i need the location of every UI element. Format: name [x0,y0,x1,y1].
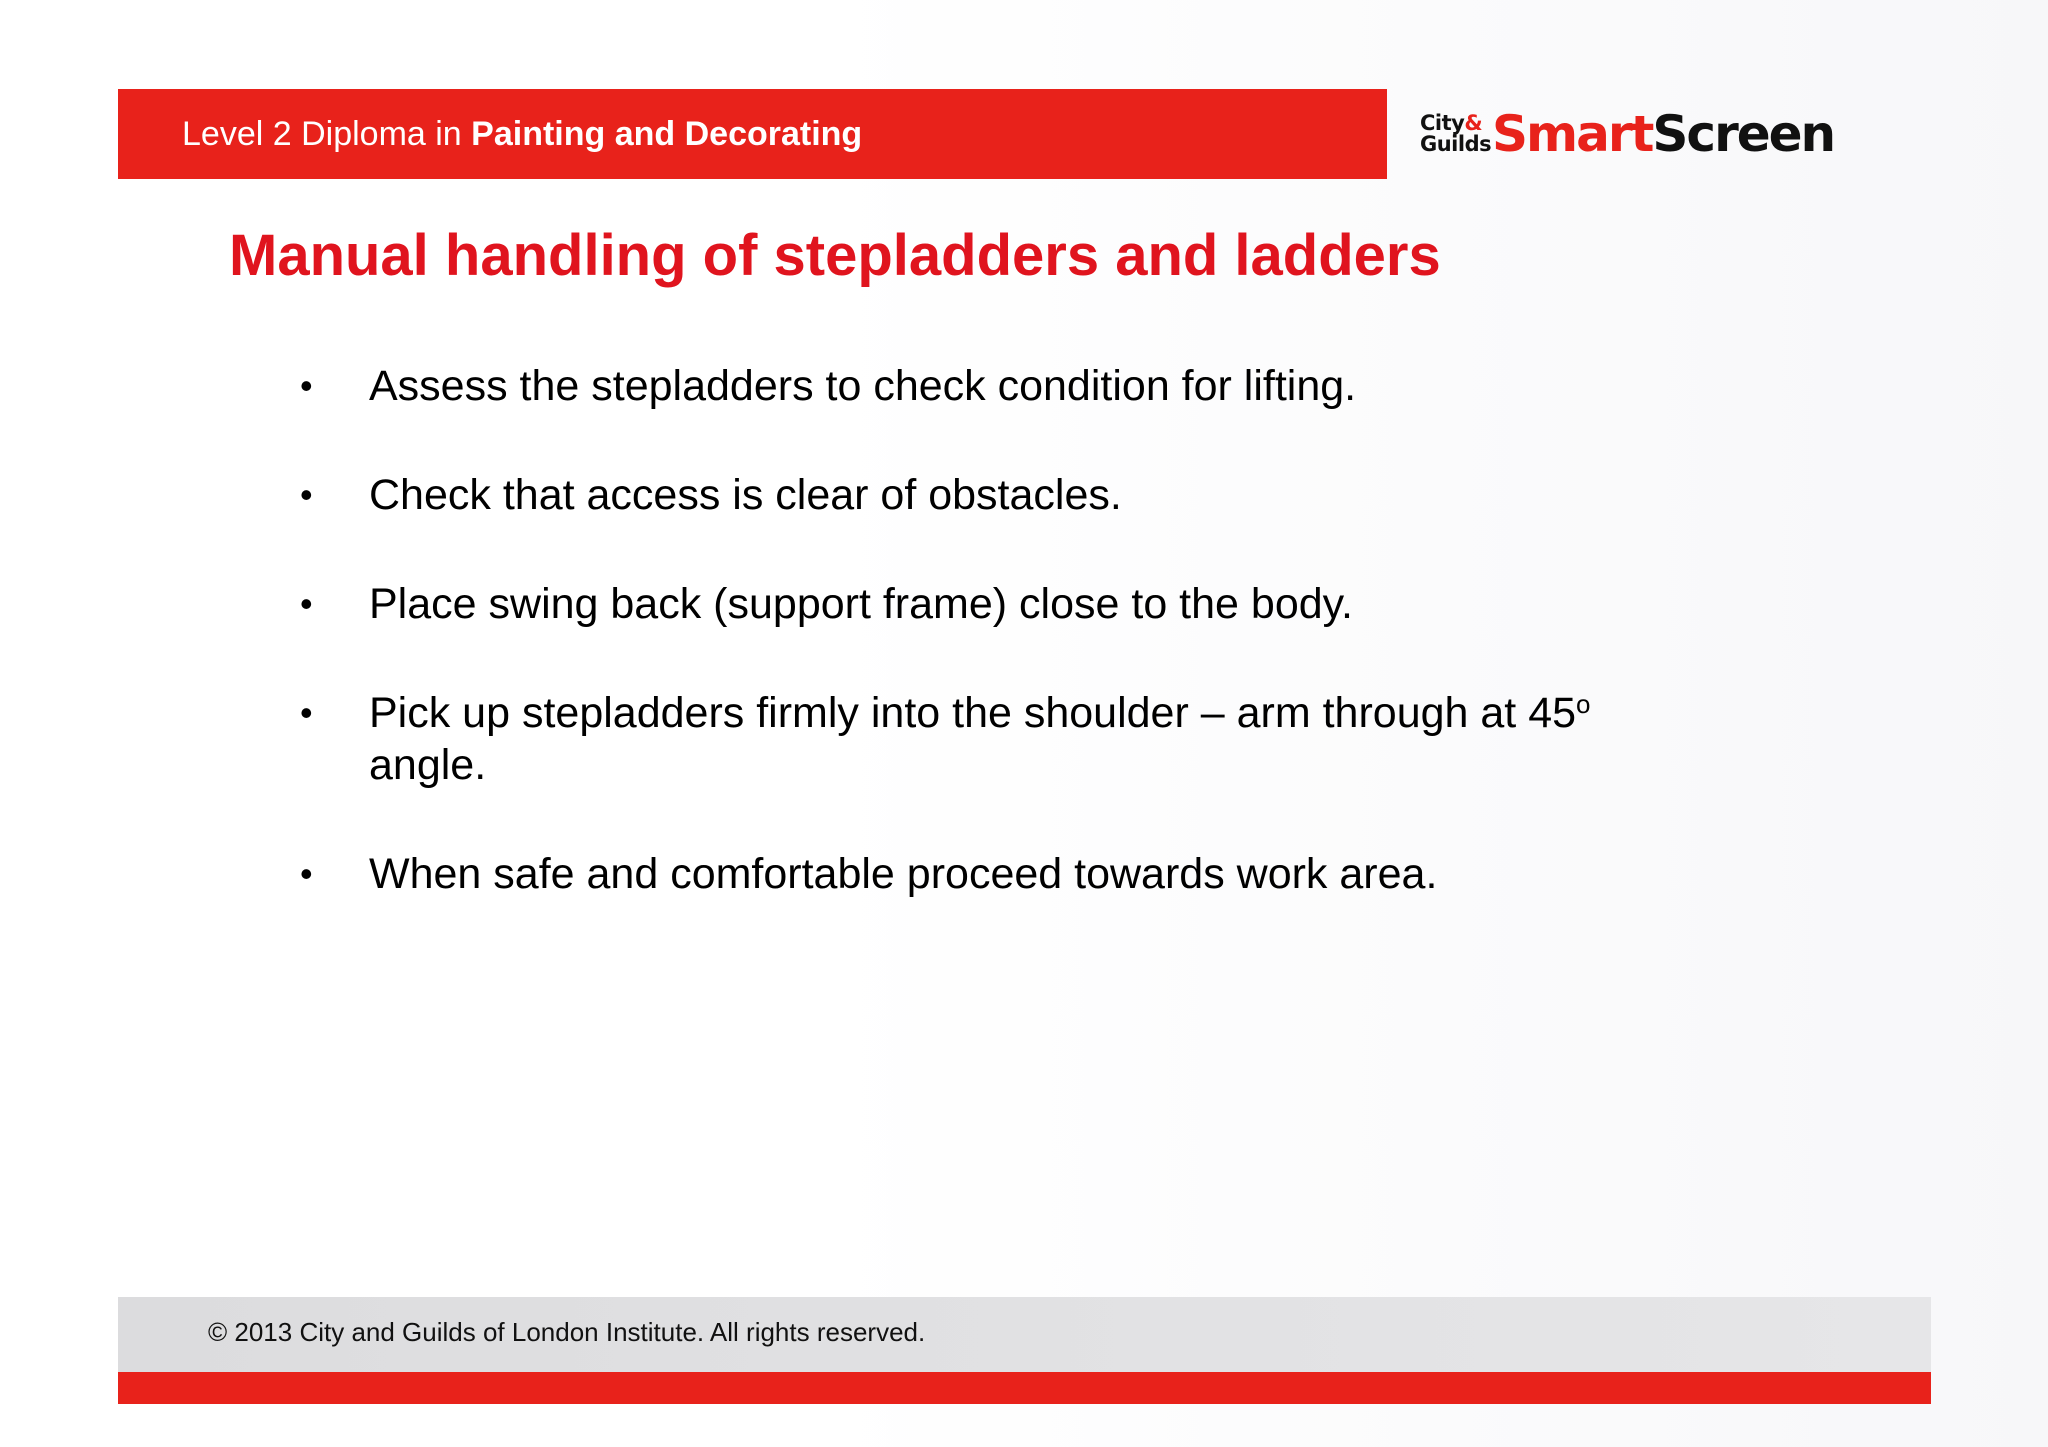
logo-guilds: Guilds [1420,132,1492,156]
bullet-text: Check that access is clear of obstacles. [369,471,1122,519]
slide-title: Manual handling of stepladders and ladders [229,223,1441,288]
header-prefix: Level 2 Diploma in [182,115,472,153]
logo-smart: Smart [1492,105,1653,163]
bullet-marker: • [300,583,313,624]
header-text [182,89,862,179]
bullet-marker: • [300,365,313,406]
bullet-item [300,578,1700,630]
bullet-text: When safe and comfortable proceed towards work area. [369,850,1438,898]
bullet-item [300,469,1700,521]
bullet-marker: • [300,853,313,894]
bullet-marker: • [300,692,313,733]
bullet-item [300,360,1700,412]
header-bar [118,89,1387,179]
bullet-item [300,848,1700,900]
footer-bar [118,1297,1931,1372]
logo-amp: & [1464,111,1483,135]
bullet-text: Pick up stepladders firmly into the shoulder – arm through at 45 [369,689,1577,737]
logo-screen: Screen [1652,105,1835,163]
degree-superscript: o [1576,689,1591,719]
bullet-text: Place swing back (support frame) close to the body. [369,580,1353,628]
bullet-list [300,360,1700,900]
logo-city: City [1420,111,1465,135]
city-and-guilds-smartscreen-logo [1420,106,1834,162]
city-and-guilds-mark [1420,113,1490,155]
footer-accent-stripe [118,1372,1931,1404]
bullet-item [300,687,1700,791]
header-course: Painting and Decorating [471,115,863,153]
bullet-text: Assess the stepladders to check condition for lifting. [369,362,1357,410]
bullet-text-continued: angle. [369,741,487,789]
bullet-marker: • [300,474,313,515]
copyright-notice: © 2013 City and Guilds of London Institute. All rights reserved. [208,1317,926,1347]
smartscreen-wordmark [1492,105,1834,163]
